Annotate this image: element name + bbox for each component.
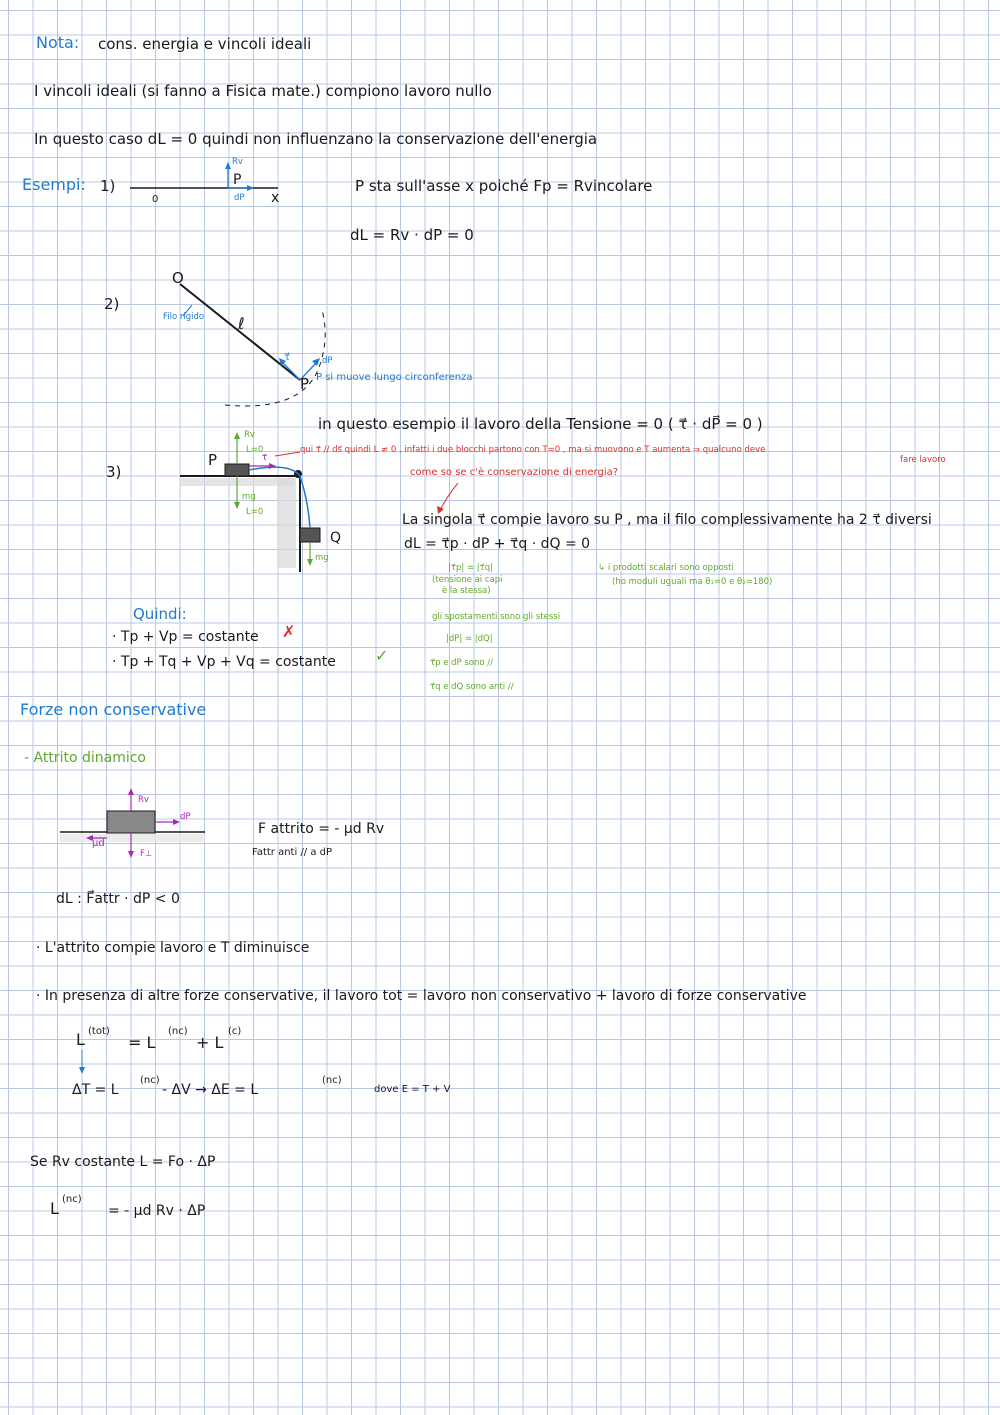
attrito-mud-label: μd bbox=[92, 838, 105, 849]
ex1-formula: dL = Rv · dP = 0 bbox=[350, 226, 474, 244]
f-attrito-formula: F attrito = - μd Rv bbox=[258, 821, 385, 837]
eq-dove: dove E = T + V bbox=[374, 1084, 451, 1095]
eq-delta-t: ΔT = L bbox=[72, 1082, 119, 1098]
last-l-sup: (nc) bbox=[62, 1194, 82, 1205]
ex3-text-1: La singola τ⃗ compie lavoro su P , ma il filo complessivamente ha 2 τ⃗ diversi bbox=[402, 512, 932, 528]
quindi-eq-1: · Tp + Vp = costante bbox=[112, 629, 259, 645]
last-l: L bbox=[50, 1199, 59, 1218]
ex3-formula: dL = τ⃗p · dP + τ⃗q · dQ = 0 bbox=[404, 536, 591, 552]
ex1-origin: 0 bbox=[152, 194, 159, 205]
check-mark-icon: ✓ bbox=[375, 646, 389, 665]
ex3-red-note-1b: fare lavoro bbox=[900, 455, 946, 465]
eq-l-tot-sup: (tot) bbox=[88, 1026, 110, 1037]
ex3-green-5: τ⃗q e dQ sono anti // bbox=[430, 682, 514, 692]
eq-delta-e: - ΔV → ΔE = L bbox=[162, 1082, 259, 1098]
ex2-number: 2) bbox=[104, 295, 120, 313]
eq-delta-e-sup: (nc) bbox=[322, 1075, 342, 1086]
ex2-point-label: P bbox=[300, 375, 310, 393]
eq-l-tot: L bbox=[76, 1030, 85, 1049]
ex3-rv-label: Rv bbox=[244, 430, 255, 440]
ex1-point-label: P bbox=[233, 172, 242, 188]
esempi-label: Esempi: bbox=[22, 175, 86, 194]
intro-line-2: In questo caso dL = 0 quindi non influenzano la conservazione dell'energia bbox=[34, 130, 598, 148]
ex1-text: P sta sull'asse x poiché Fp = Rvincolare bbox=[355, 177, 653, 195]
quindi-label: Quindi: bbox=[133, 605, 187, 623]
ex3-red-note-2: come so se c'è conservazione di energia? bbox=[410, 467, 619, 478]
dl-attrito: dL : F⃗attr · dP < 0 bbox=[56, 891, 180, 907]
ex3-mg-q-label: mg bbox=[315, 553, 329, 563]
ex3-l0-bottom: L=0 bbox=[246, 507, 264, 517]
se-rv-costante: Se Rv costante L = Fo · ΔP bbox=[30, 1154, 216, 1170]
ex3-p-label: P bbox=[208, 451, 218, 469]
ex3-green-1a: |τ⃗p| = |τ⃗q| bbox=[448, 563, 494, 573]
ex2-moves-note: P si muove lungo circonferenza bbox=[316, 372, 473, 383]
eq-l-c-sup: (c) bbox=[228, 1026, 242, 1037]
ex2-conclusion: in questo esempio il lavoro della Tensione = 0 ( τ⃗ · dP⃗ = 0 ) bbox=[318, 415, 763, 433]
ex3-mg-label: mg bbox=[242, 492, 256, 502]
attrito-dp-label: dP bbox=[180, 812, 191, 822]
ex1-axis-label: x bbox=[271, 190, 280, 206]
ex2-length-label: ℓ bbox=[238, 314, 245, 333]
ex3-q-label: Q bbox=[330, 530, 342, 546]
cross-mark-icon: ✗ bbox=[282, 622, 296, 641]
attrito-fl-label: F⊥ bbox=[140, 849, 153, 859]
ex1-rv-label: Rv bbox=[232, 157, 243, 167]
ex3-green-1b: (tensione ai capi bbox=[432, 575, 503, 585]
ex1-dp-label: dP bbox=[234, 193, 245, 203]
nota-text: cons. energia e vincoli ideali bbox=[98, 35, 312, 53]
ex1-number: 1) bbox=[100, 177, 116, 195]
ex3-green-right-1: ↳ i prodotti scalari sono opposti bbox=[598, 563, 734, 573]
intro-line-1: I vincoli ideali (si fanno a Fisica mate.) compiono lavoro nullo bbox=[34, 82, 492, 100]
ex3-red-note-1: qui τ⃗ // ds⃗ quindi L ≠ 0 , infatti i due blocchi partono con T=0 , ma si muovono e T aumenta ⇒ qualcuno deve bbox=[300, 445, 766, 455]
attrito-rv-label: Rv bbox=[138, 795, 149, 805]
f-attrito-direction: Fattr anti // a dP bbox=[252, 847, 333, 858]
ex3-green-4: τ⃗p e dP sono // bbox=[430, 658, 494, 668]
ex2-dp-label: dP bbox=[322, 356, 333, 366]
eq-l-nc-sup: (nc) bbox=[168, 1026, 188, 1037]
ex3-green-2: gli spostamenti sono gli stessi bbox=[432, 612, 561, 622]
bullet-presenza: · In presenza di altre forze conservative, il lavoro tot = lavoro non conservativo + lavoro di forze conservative bbox=[36, 988, 807, 1004]
ex3-green-right-2: (ho moduli uguali ma θ₁=0 e θ₂=180) bbox=[612, 577, 773, 587]
ex3-tau-label: τ⃗ bbox=[262, 453, 268, 463]
ex3-green-1c: è la stessa) bbox=[442, 586, 491, 596]
section-title-nonconservative: Forze non conservative bbox=[20, 700, 207, 719]
ex3-number: 3) bbox=[106, 463, 122, 481]
ex2-tau-label: τ⃗ bbox=[284, 352, 291, 363]
eq-l-mid: = L bbox=[128, 1033, 156, 1052]
eq-l-plus: + L bbox=[196, 1033, 224, 1052]
ex2-filo-label: Filo rigido bbox=[163, 312, 205, 322]
ex3-green-3: |dP| = |dQ| bbox=[446, 634, 493, 644]
ex3-l0-top: L=0 bbox=[246, 445, 264, 455]
last-formula: = - μd Rv · ΔP bbox=[108, 1203, 206, 1219]
eq-delta-t-sup: (nc) bbox=[140, 1075, 160, 1086]
nota-label: Nota: bbox=[36, 33, 80, 52]
bullet-attrito-lavoro: · L'attrito compie lavoro e T diminuisce bbox=[36, 940, 310, 956]
quindi-eq-2: · Tp + Tq + Vp + Vq = costante bbox=[112, 654, 336, 670]
ex2-origin: O bbox=[172, 269, 184, 287]
section-subtitle-attrito: - Attrito dinamico bbox=[24, 750, 146, 766]
